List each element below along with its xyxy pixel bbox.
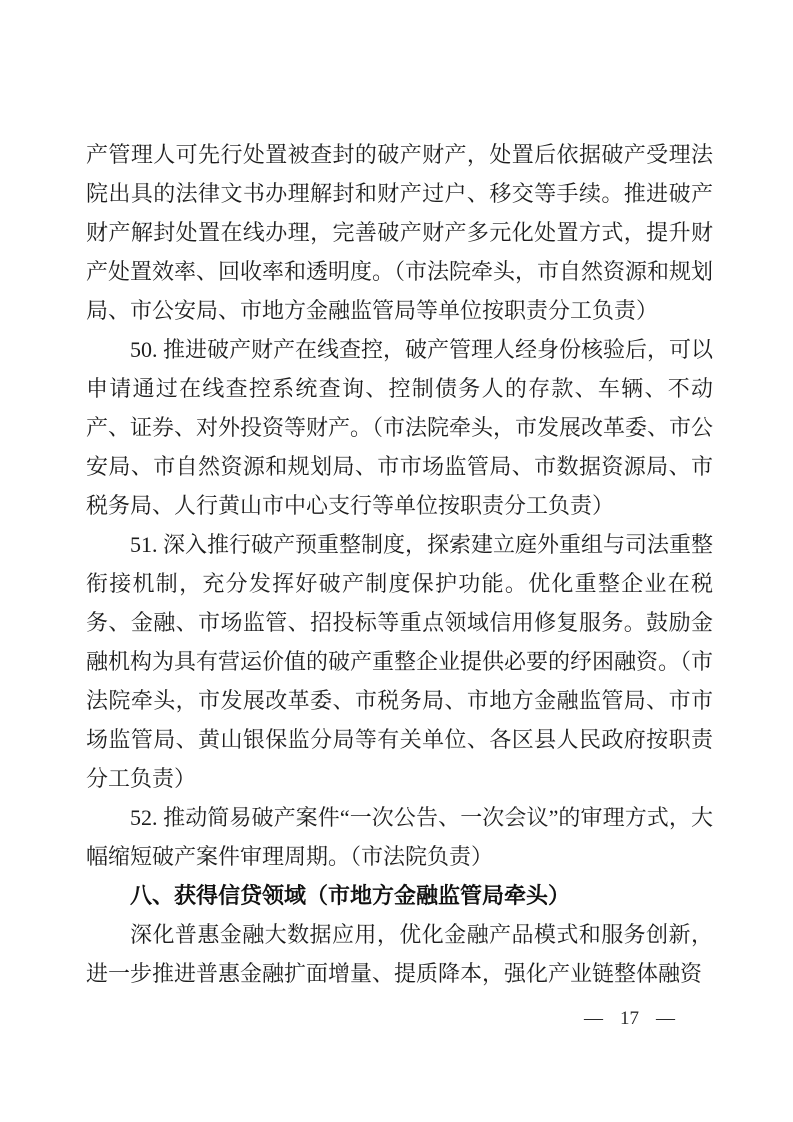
page-footer (584, 1007, 675, 1031)
footer-dash-right: — (656, 1008, 675, 1029)
paragraph-continuation: 产管理人可先行处置被查封的破产财产，处置后依据破产受理法院出具的法律文书办理解封和财产过户、移交等手续。推进破产财产解封处置在线办理，完善破产财产多元化处置方式，提升财产处置效率、回收率和透明度。（市法院牵头，市自然资源和规划局、市公安局、市地方金融监管局等单位按职责分工负责） (86, 142, 714, 323)
page-number: 17 (620, 1008, 639, 1029)
document-body (86, 135, 713, 993)
paragraph-item-52: 52. 推动简易破产案件“一次公告、一次会议”的审理方式，大幅缩短破产案件审理周期。（市法院负责） (86, 805, 713, 869)
section-heading-credit: 八、获得信贷领域（市地方金融监管局牵头） (130, 883, 571, 908)
paragraph-credit-intro: 深化普惠金融大数据应用，优化金融产品模式和服务创新，进一步推进普惠金融扩面增量、提质降本，强化产业链整体融资 (86, 922, 713, 986)
paragraph-item-50: 50. 推进破产财产在线查控，破产管理人经身份核验后，可以申请通过在线查控系统查询、控制债务人的存款、车辆、不动产、证券、对外投资等财产。（市法院牵头，市发展改革委、市公安局、市自然资源和规划局、市市场监管局、市数据资源局、市税务局、人行黄山市中心支行等单位按职责分工负责） (86, 337, 714, 518)
footer-dash-left: — (584, 1008, 603, 1029)
paragraph-item-51: 51. 深入推行破产预重整制度，探索建立庭外重组与司法重整衔接机制，充分发挥好破产制度保护功能。优化重整企业在税务、金融、市场监管、招投标等重点领域信用修复服务。鼓励金融机构为具有营运价值的破产重整企业提供必要的纾困融资。（市法院牵头，市发展改革委、市税务局、市地方金融监管局、市市场监管局、黄山银保监分局等有关单位、各区县人民政府按职责分工负责） (86, 532, 714, 791)
